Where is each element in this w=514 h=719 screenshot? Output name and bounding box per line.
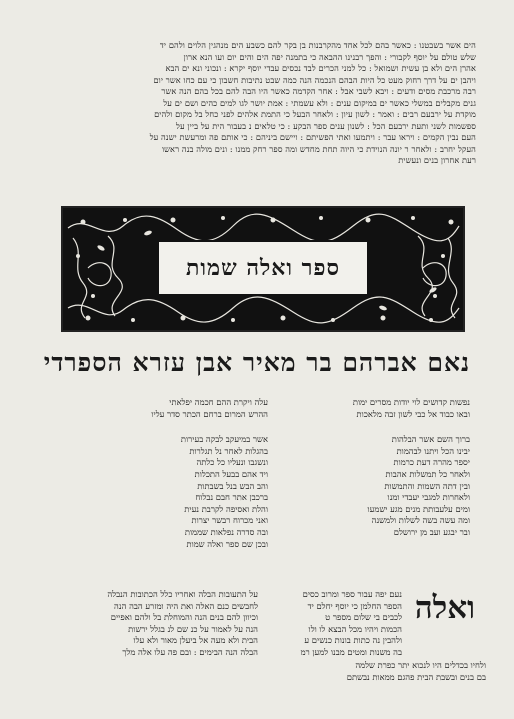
poem-line: ולאחר כל תמשלות אהבות bbox=[385, 468, 470, 479]
author-heading bbox=[0, 346, 514, 380]
poem-line: יספר מהרה דעת כרמות bbox=[393, 457, 470, 468]
poem-line: ומים עלעבותת מנים מגע ישמעו bbox=[367, 503, 470, 514]
text-line: על התעובות הבלה ואחריו כלל הכתובות הנבלה bbox=[107, 589, 258, 599]
poem-line bbox=[300, 420, 470, 434]
text-line: הנה על לאמור על כנ שם לנ בגלל ירשות bbox=[128, 623, 258, 634]
poem-line: ובאו כבוד אל כבי לשון זבה מלאכות bbox=[356, 408, 470, 419]
poem-line: ויד אהם בבעל התכלות bbox=[194, 468, 268, 479]
commentary-line: רעת אחרון בנים ונעשית bbox=[398, 155, 476, 165]
poem-left-column bbox=[98, 397, 268, 550]
commentary-line: ויהבן ים על דרך רחוק מעט כל היות הבהם הנכמה הנה כמה שבט נתיבות חשבון כי עם כחו אשר יום bbox=[153, 74, 476, 85]
poem-line: והב הבש בנל בשבתות bbox=[197, 480, 268, 491]
poem-line: ובכן שם ספר ואלה שמות bbox=[186, 538, 268, 549]
text-line: ולהבין נה כתות בונות כנשים ע bbox=[304, 635, 402, 645]
text-line: נעם יפה עבור ספר ומרוב כסים bbox=[302, 589, 402, 599]
text-line: לחבשים כנם האלה ואת היה ומזרע הבה הנה bbox=[114, 600, 258, 611]
commentary-line: ספשמות לשני ותעת ירבעם הכל : לשנון ענים ספר הבקע : כי טלאים נ בעבור הית על ביין על bbox=[176, 120, 476, 131]
bottom-left-column bbox=[30, 589, 258, 658]
author-heading-text: נאם אברהם בר מאיר אבן עזרא הספרדי bbox=[43, 348, 471, 377]
poem-line: ובר יבגע ועב מן ירושלם bbox=[393, 526, 470, 537]
title-box bbox=[157, 240, 369, 296]
commentary-line: הים אשר בשבטנו : כאשר בהם לכל אחד מהקרבנות בן בקר להם כשבע הים מנהגין הלוים ולהם יד bbox=[159, 40, 476, 50]
poem-line: נפשות קדושים לוי יודות מסרים ימות bbox=[352, 397, 470, 407]
poem-line: והלת ואסיפה לקרבת נעית bbox=[184, 503, 268, 514]
commentary-line: אהרן הים ולא בן עשית ושמואל : כל למני הכרים לבד נכסים עבדי יוסף יקרא : ונכוני ונא ים הבא bbox=[165, 63, 476, 73]
text-line: בם בנים ובשבת הבית פהגם ממאות נבשתם bbox=[346, 671, 486, 682]
commentary-line: שלש טולם על יוסף לקבורי : והפך רבנינו ההבאה כי בתמנה יפה הים והים יום ועו הנא ארון bbox=[183, 51, 476, 62]
bottom-full-lines bbox=[268, 660, 486, 683]
commentary-line: רבה מרכבת מסים ודעים : ויבא לשבי אבל : אחר הקדמה כאשר היו הבה להם בכל בהם הנה אשר bbox=[161, 86, 476, 96]
poem-line: ואני מכרוח רבשר יצרות bbox=[191, 515, 268, 526]
opening-word: ואלה bbox=[414, 590, 476, 626]
text-line: וכיוון להם בנים הנה והמוחלת בל ולהם ואפיים bbox=[110, 612, 258, 622]
book-title: ספר ואלה שמות bbox=[186, 255, 340, 281]
text-line: הספר החלמן כי יוסף יחלם יד bbox=[307, 600, 402, 611]
poem-line bbox=[98, 420, 268, 434]
commentary-line: העקל יחרב : ולאחר ר יונה הנוידת כי היוה תחת מחדש ומה ספר רחק ממנו : ונים מולה בנה ראשו bbox=[161, 143, 476, 154]
bottom-middle-column bbox=[268, 589, 402, 658]
text-line: הכמות ויהיו מכל הבצא לו ולו bbox=[308, 623, 402, 634]
poem-line: ברכבן אתר חבם נבלוח bbox=[195, 492, 268, 503]
opening-word-box bbox=[405, 588, 485, 628]
poem-right-column bbox=[300, 397, 470, 539]
top-commentary bbox=[40, 40, 476, 167]
poem-line: ההרש המרום ברחם הכתר סדר עליו bbox=[151, 408, 268, 419]
commentary-line: מוקדת על ירבעם רבים : ואמר : לשון עיון : ולאחר הבעל כי התמת אלהים לפני כחל בל מקום ולהים bbox=[154, 109, 476, 119]
poem-line: ונשגבו ונעליו כל כלתה bbox=[196, 457, 268, 468]
poem-line: ובה סדרה נפלאות שממות bbox=[184, 526, 268, 537]
text-line: לכבים בי שלום מספר ט bbox=[325, 612, 402, 622]
commentary-line: גנים מקבלים במשלי כאשר ים במיקום ענים : ולא עשמתי : אמת יושר לגו למים כהים ושם ים על bbox=[163, 97, 476, 108]
commentary-line: העם נבין הקמים : ויראו עבר : ויתמעו ואתי הפשיתם : ויישם ביניהם : כי אותם פה ומרעשת ישנה על bbox=[149, 132, 476, 142]
poem-line: ובין דתה השמות והתמשות bbox=[384, 480, 470, 491]
text-line: הבלה הנה הבימים : ובם פה עלו אלה מלך bbox=[122, 646, 258, 657]
poem-line: עלה ויקרת ההם חכמה יפלאתי bbox=[169, 397, 268, 407]
poem-line: ומה עשה בשה לשלות ולמשנה bbox=[371, 515, 470, 526]
text-line: בה משנות ומטים מבנו למען רמ bbox=[300, 646, 402, 657]
poem-line: ולאחרות למגבי יעבדי ומנו bbox=[387, 492, 470, 503]
poem-line: ברוך השם אשר הבלהות bbox=[391, 434, 470, 445]
text-line: ולחיו בכדלים היו לנכוא יתר כפרת שלמה bbox=[355, 660, 486, 670]
poem-line: אשר במיעקב לבקה בעירות bbox=[180, 434, 268, 445]
text-line: הבית ולא מעה אל ביעלן מאור ולא עלו bbox=[133, 635, 258, 645]
poem-line: בהגלות לאחר נל תגלרות bbox=[189, 445, 268, 456]
poem-line: יבינו הכל ויתנו לבהמות bbox=[396, 445, 470, 456]
